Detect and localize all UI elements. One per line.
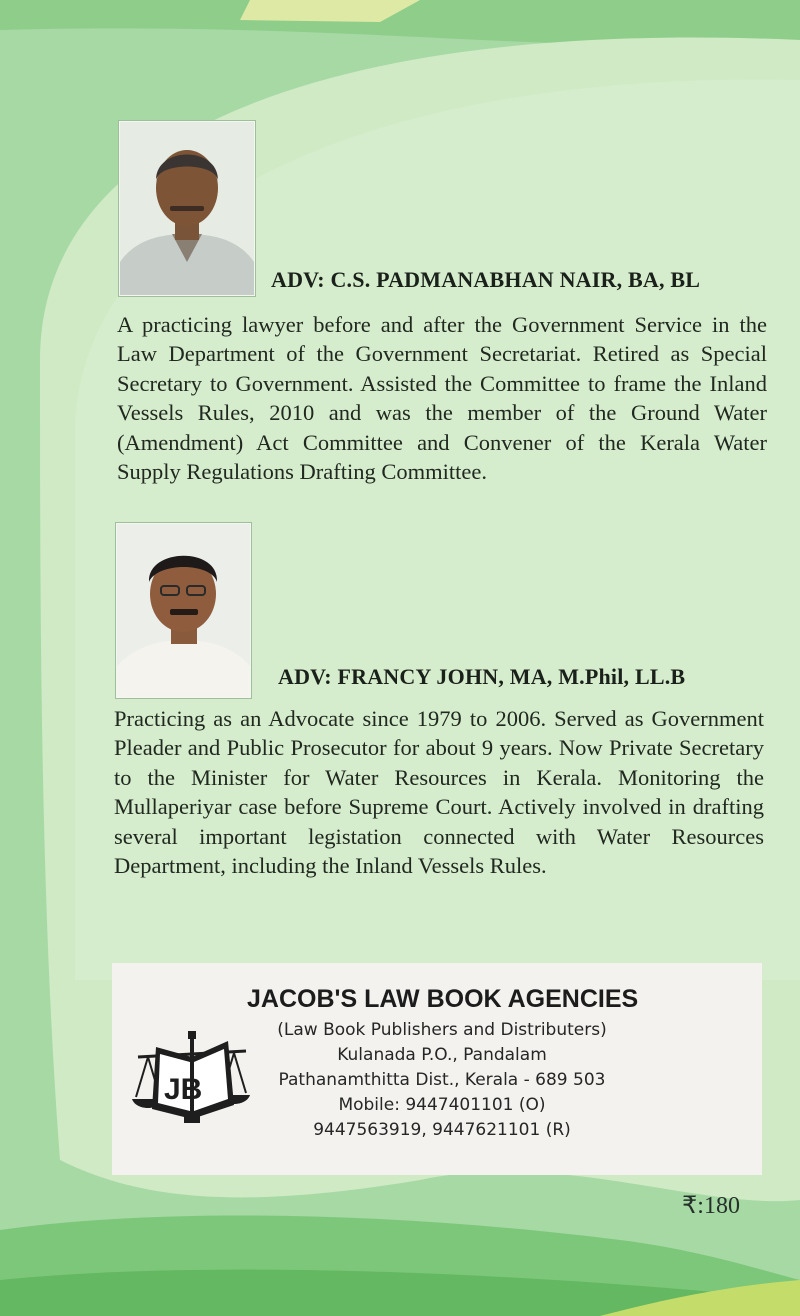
author-photo-francy-john (116, 523, 251, 698)
publisher-tagline: (Law Book Publishers and Distributers) (277, 1020, 607, 1040)
publisher-address-line: Kulanada P.O., Pandalam (337, 1045, 547, 1065)
author-bio: Practicing as an Advocate since 1979 to 2006. Served as Government Pleader and Public Prosecutor for about 9 years. Now Private Secretary to the Minister for Water Resources in Kerala. Monitoring the Mullaperiyar case before Supreme Court. Actively involved in drafting several important legistation connected with Water Resources Department, including the Inland Vessels Rules. (114, 706, 764, 879)
author-heading: ADV: FRANCY JOHN, MA, M.Phil, LL.B (278, 664, 686, 689)
publisher-address-line: Pathanamthitta Dist., Kerala - 689 503 (278, 1070, 606, 1090)
portrait-placeholder-icon (117, 524, 250, 697)
publisher-phone: Mobile: 9447401101 (O) (338, 1095, 546, 1115)
publisher-phone: 9447563919, 9447621101 (R) (313, 1120, 571, 1140)
publisher-box (112, 963, 762, 1175)
publisher-name: JACOB'S LAW BOOK AGENCIES (247, 985, 639, 1013)
author-heading: ADV: C.S. PADMANABHAN NAIR, BA, BL (271, 267, 701, 292)
portrait-placeholder-icon (120, 122, 254, 295)
author-bio: A practicing lawyer before and after the Government Service in the Law Department of the Government Secretariat. Retired as Special Secretary to Government. Assisted the Committee to frame the Inland Vessels Rules, 2010 and was the member of the Ground Water (Amendment) Act Committee and Convener of the Kerala Water Supply Regulations Drafting Committee. (117, 312, 767, 485)
price-label: ₹:180 (682, 1193, 740, 1219)
publisher-logo-scales-book-icon (130, 1027, 254, 1127)
author-photo-padmanabhan-nair (119, 121, 255, 296)
logo-letters: JB (164, 1073, 203, 1106)
